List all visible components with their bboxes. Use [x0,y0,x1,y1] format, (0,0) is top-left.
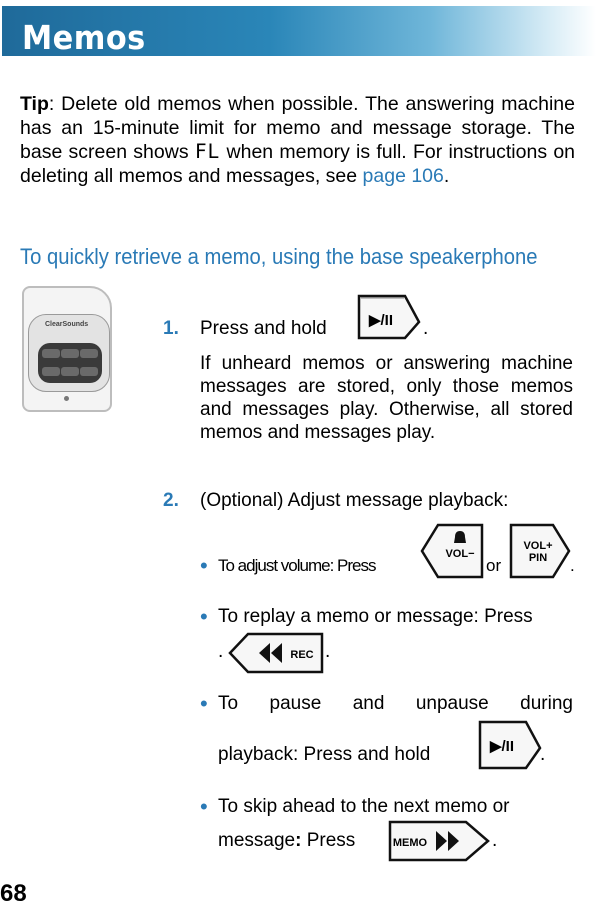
pause-instruction-line2: playback: Press and hold [218,744,431,765]
vol-plus-key-label: VOL+ [523,540,553,552]
rec-rewind-key-icon [226,630,326,676]
bullet-marker: • [200,604,208,629]
pause-instruction-line1: To pause and unpause during [218,693,573,714]
step-2-number: 2. [163,490,179,511]
step-1-text: Press and hold [200,318,327,339]
replay-instruction: To replay a memo or message: Press [218,606,533,627]
procedure-heading: To quickly retrieve a memo, using the base speakerphone [20,244,538,269]
pin-key-label: PIN [528,552,548,564]
tip-label: Tip [20,93,49,115]
memory-full-code: FL [194,140,221,163]
skip-message-word: message [218,830,296,851]
skip-colon: : [295,830,302,851]
tip-paragraph [20,92,575,188]
step-1-number: 1. [163,318,179,339]
rec-key-label: REC [290,649,314,661]
bullet-marker: • [200,553,208,578]
section-header-bar [2,6,596,56]
play-pause-key-icon [476,718,544,772]
page-link[interactable]: page 106 [362,165,444,187]
replay-lead-period: . [218,641,224,662]
step-1-period: . [423,318,429,339]
bullet-marker: • [200,691,208,716]
volume-period: . [570,556,575,575]
tip-text-3: . [443,165,450,187]
vol-plus-key-icon [507,521,573,581]
skip-instruction-line1: To skip ahead to the next memo or [218,796,510,817]
play-pause-key-label: ▶/II [368,312,394,329]
base-key [42,367,60,376]
volume-instruction: To adjust volume: Press [218,556,376,575]
play-pause-key-label: ▶/II [489,738,515,755]
skip-instruction-line2 [218,829,355,852]
base-button-cluster [38,343,102,383]
bullet-marker: • [200,794,208,819]
play-pause-key-icon [355,292,423,342]
tip-text-1: : Delete old memos when possible. The answering machine has an 15-minute limit for memo and message storage. The base screen shows [20,93,575,163]
step-2-text: (Optional) Adjust message playback: [200,490,509,511]
replay-period: . [325,641,331,662]
tip-text-2: when memory is full. For instructions on deleting all memos and messages, see [20,141,576,187]
base-key [61,367,79,376]
base-unit-illustration [22,286,112,412]
section-title: Memos [22,18,146,57]
base-keypad-panel [28,314,110,392]
volume-or: or [486,556,502,575]
step-1-detail: If unheard memos or answering machine messages are stored, only those memos and messages play. Otherwise, all stored memos and messages play. [200,353,573,443]
indicator-light [64,396,69,401]
base-key [80,349,98,358]
page-number: 68 [0,880,27,907]
skip-press-word: Press [301,830,356,851]
pause-period: . [540,744,546,765]
base-key [80,367,98,376]
base-key [61,349,79,358]
brand-logo: ClearSounds [45,321,89,328]
vol-minus-key-icon [418,521,486,581]
memo-key-label: MEMO [392,837,428,849]
skip-period: . [492,830,498,851]
base-key [42,349,60,358]
vol-minus-key-label: VOL− [445,548,475,560]
memo-skip-key-icon [386,818,492,864]
